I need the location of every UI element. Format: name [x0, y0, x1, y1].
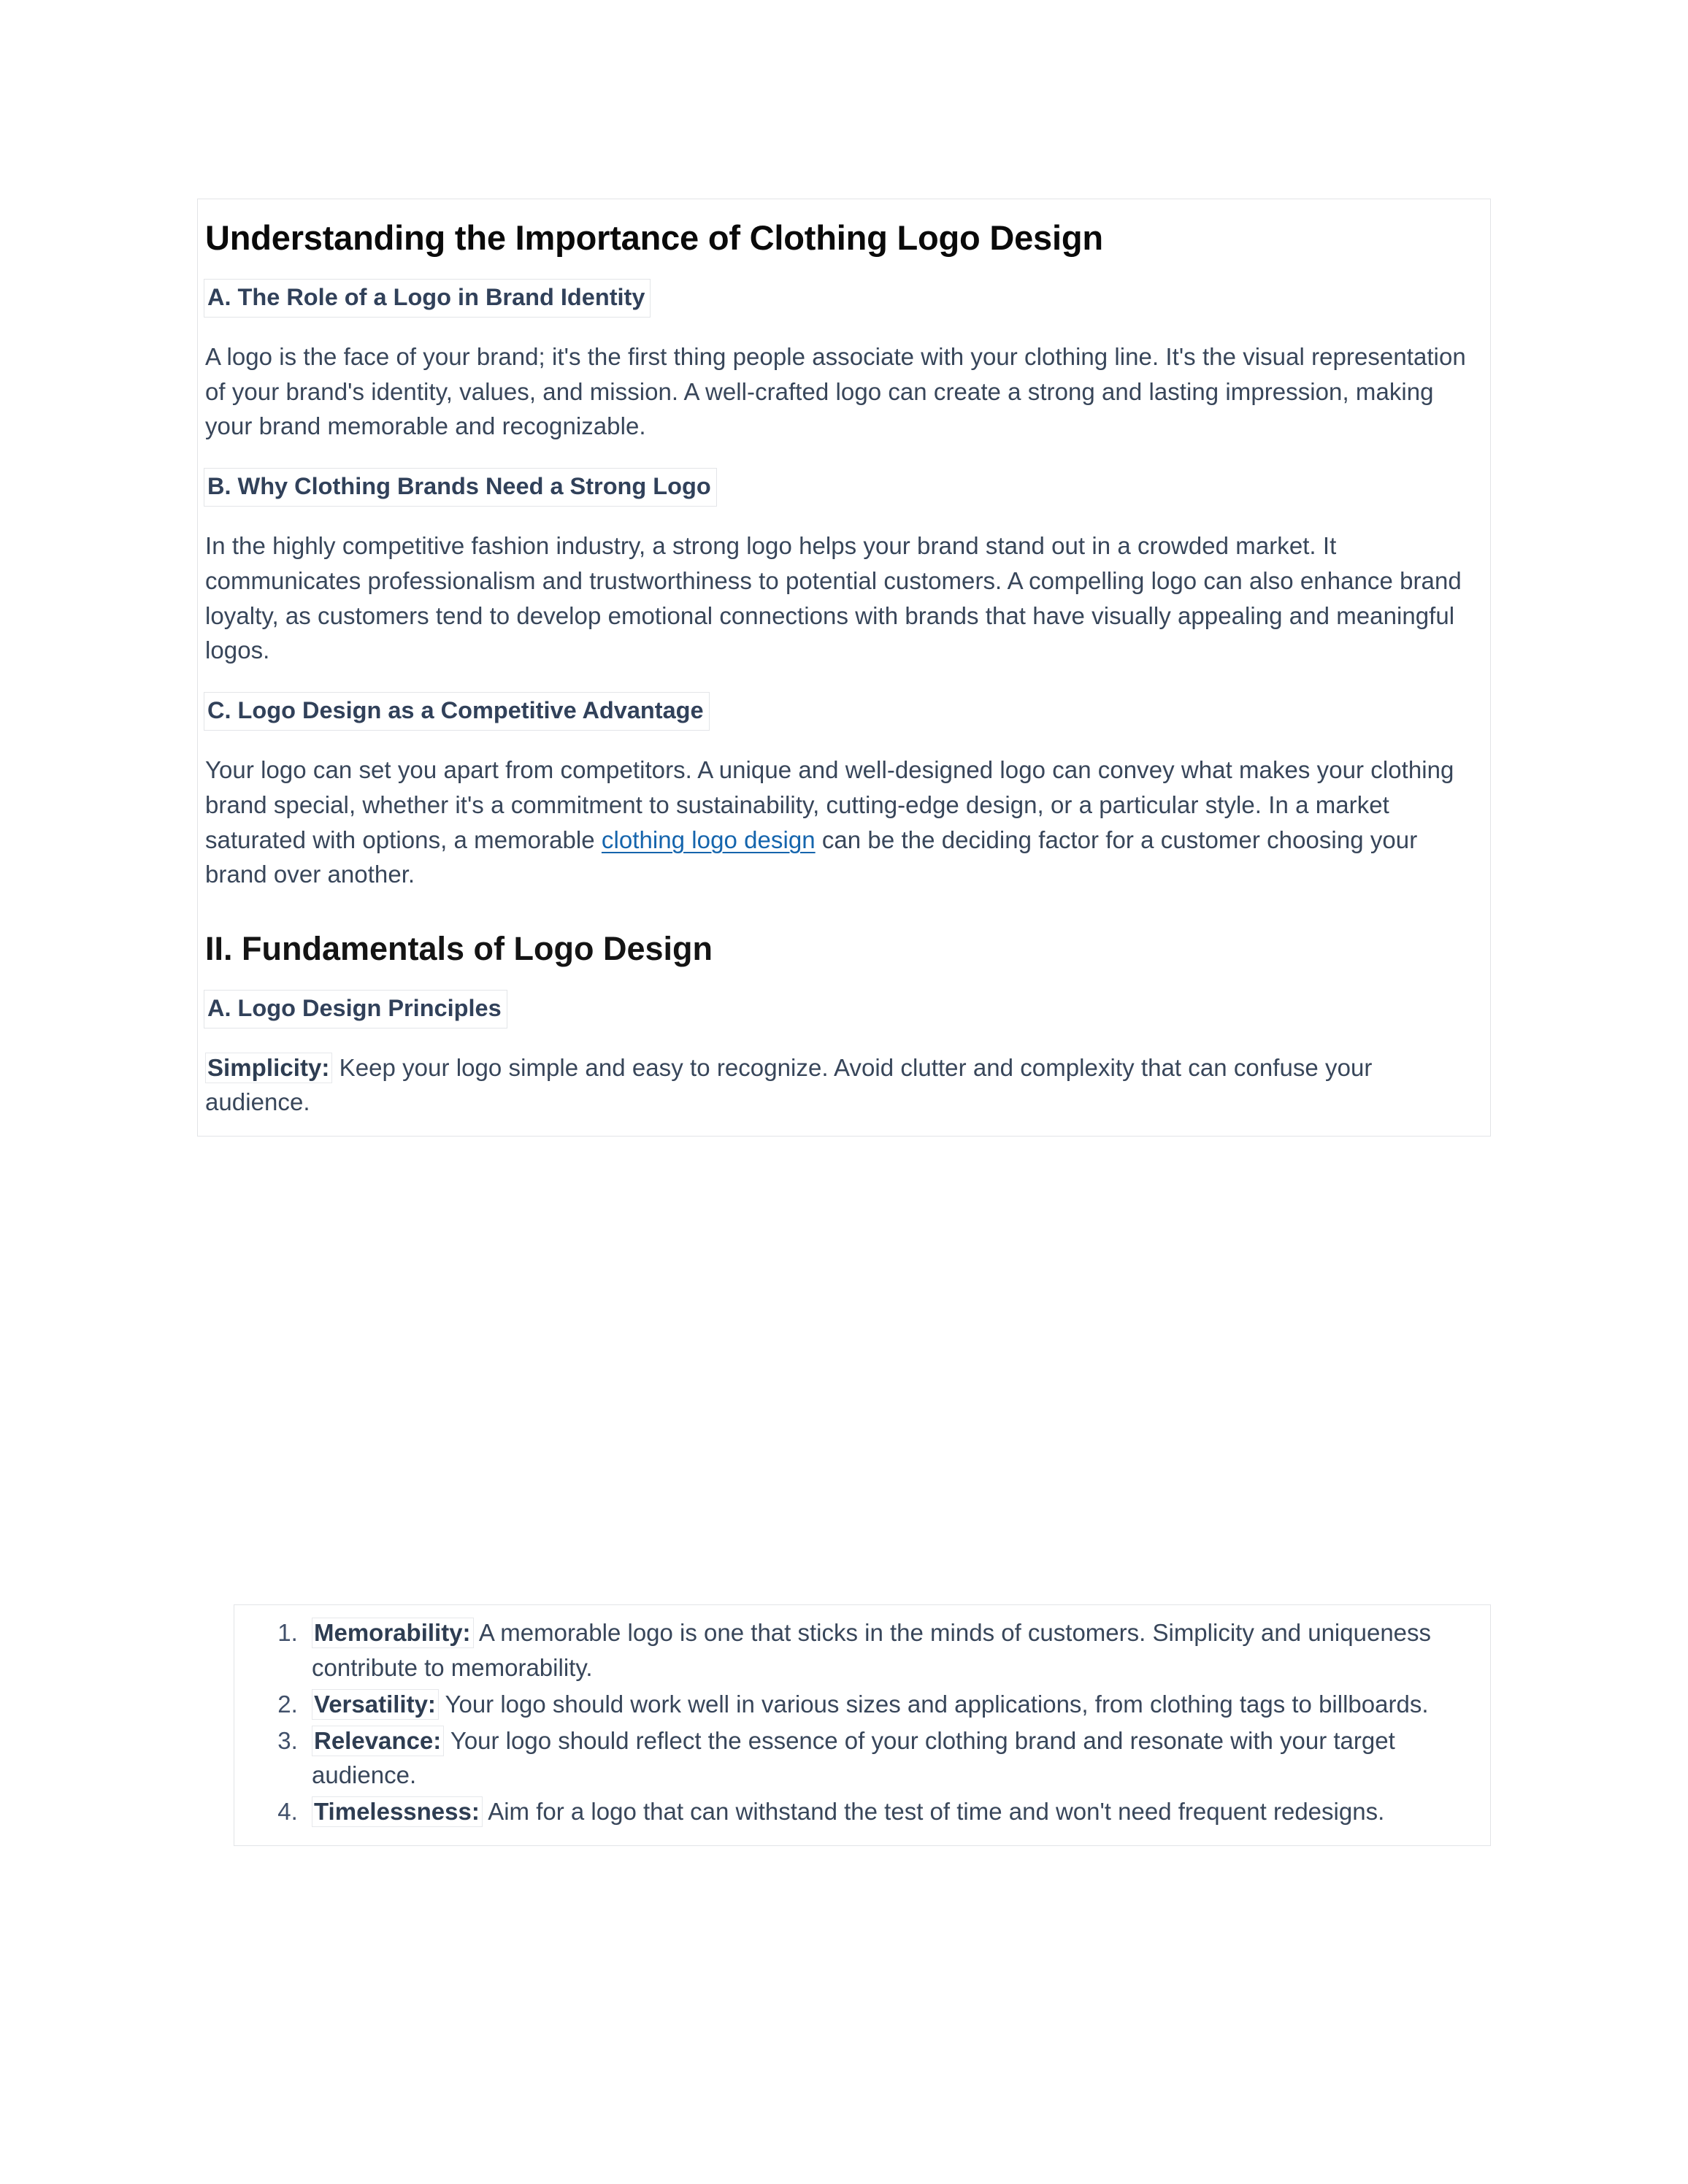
- sub-heading-competitive-advantage: C. Logo Design as a Competitive Advantage: [204, 692, 710, 731]
- term-simplicity-text: Keep your logo simple and easy to recognize. Avoid clutter and complexity that can confuse your audience.: [205, 1053, 1373, 1116]
- term-timelessness-text: Aim for a logo that can withstand the test of time and won't need frequent redesigns.: [482, 1798, 1385, 1826]
- section-title-fundamentals: II. Fundamentals of Logo Design: [205, 930, 713, 968]
- main-content-block[interactable]: [197, 199, 1491, 1137]
- paragraph-text-before-link: Your logo can set you apart from competitors. A unique and well-designed logo can convey what makes your clothing brand special, whether it's a commitment to sustainability, cutting-edge design, or a particular style. In a market saturated with options, a memorable: [205, 755, 1454, 853]
- spacer: [204, 892, 1484, 930]
- paragraph-why-strong-logo: In the highly competitive fashion industry, a strong logo helps your brand stand out in a crowded market. It communicates professionalism and trustworthiness to potential customers. A compelling logo can also enhance brand loyalty, as customers tend to develop emotional connections with brands that have visually appealing and meaningful logos.: [205, 531, 1462, 664]
- list-item: [304, 1687, 1484, 1722]
- term-versatility-text: Your logo should work well in various sizes and applications, from clothing tags to billboards.: [438, 1690, 1429, 1718]
- spacer: [204, 731, 1484, 753]
- spacer: [204, 668, 1484, 692]
- term-relevance: Relevance:: [312, 1726, 444, 1756]
- sub-heading-role-of-logo: A. The Role of a Logo in Brand Identity: [204, 279, 651, 318]
- sub-heading-logo-design-principles: A. Logo Design Principles: [204, 990, 507, 1028]
- spacer: [204, 1028, 1484, 1050]
- term-simplicity: Simplicity:: [205, 1053, 332, 1083]
- list-item: [304, 1615, 1484, 1685]
- section-why-strong-logo: [204, 468, 1484, 668]
- section-competitive-advantage: [204, 692, 1484, 892]
- term-relevance-text: Your logo should reflect the essence of your clothing brand and resonate with your target audience.: [312, 1726, 1395, 1789]
- term-timelessness: Timelessness:: [312, 1796, 483, 1827]
- section-role-of-logo: [204, 279, 1484, 444]
- paragraph-text-after-link: can be the deciding factor for a customer choosing your brand over another.: [205, 826, 1418, 888]
- term-versatility: Versatility:: [312, 1689, 439, 1720]
- spacer: [204, 258, 1484, 279]
- principles-list-block[interactable]: [234, 1604, 1491, 1846]
- clothing-logo-design-link[interactable]: clothing logo design: [601, 826, 816, 853]
- spacer: [204, 444, 1484, 468]
- paragraph-competitive-advantage: [204, 753, 1484, 892]
- term-memorability-text: A memorable logo is one that sticks in the minds of customers. Simplicity and uniqueness contribute to memorability.: [312, 1619, 1432, 1681]
- paragraph-role-of-logo: A logo is the face of your brand; it's the first thing people associate with your clothing line. It's the visual representation of your brand's identity, values, and mission. A well-crafted logo can create a strong and lasting impression, making your brand memorable and recognizable.: [205, 342, 1466, 440]
- sub-heading-why-strong-logo: B. Why Clothing Brands Need a Strong Logo: [204, 468, 717, 507]
- page-title: Understanding the Importance of Clothing Logo Design: [205, 218, 1103, 257]
- term-memorability: Memorability:: [312, 1618, 474, 1648]
- list-item: [304, 1723, 1484, 1793]
- spacer: [204, 318, 1484, 339]
- list-item: [304, 1794, 1484, 1829]
- paragraph-simplicity: [204, 1050, 1484, 1120]
- spacer: [204, 507, 1484, 528]
- spacer: [204, 968, 1484, 990]
- principles-ordered-list: [234, 1615, 1484, 1829]
